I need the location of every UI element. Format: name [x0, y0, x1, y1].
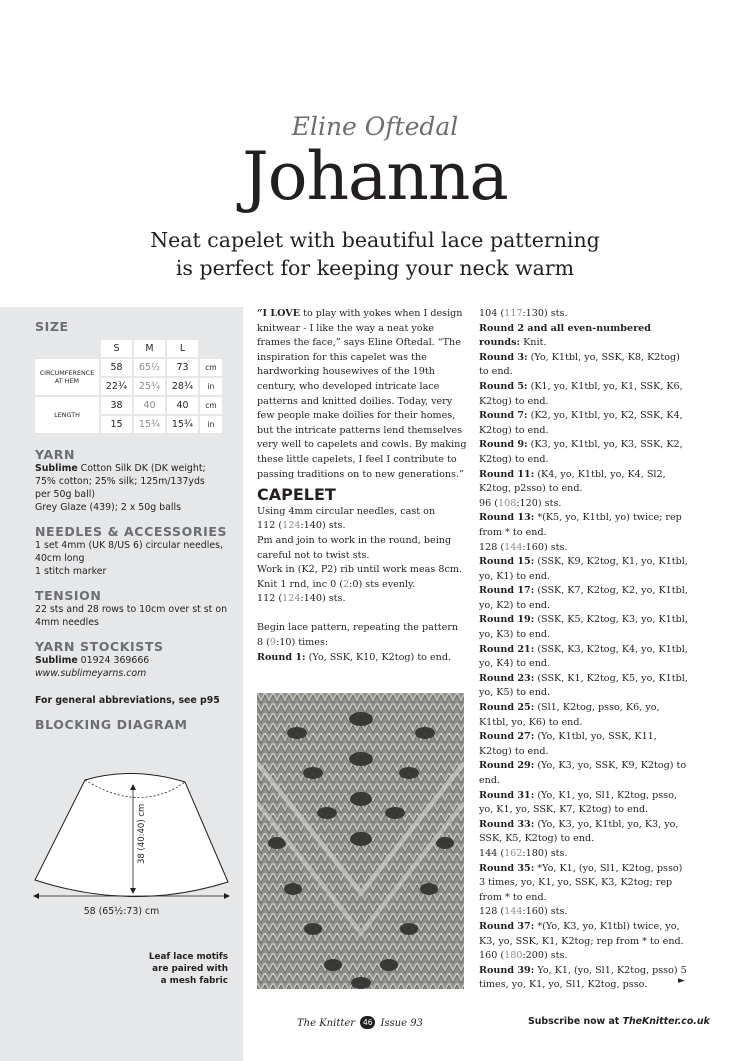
yarn-heading: YARN: [35, 447, 76, 462]
tension-details: 22 sts and 28 rows to 10cm over st st on 4mm needles: [35, 604, 228, 628]
stockists-details: Sublime 01924 369666 www.sublimeyarns.com: [35, 654, 235, 680]
lace-texture-image: [257, 693, 464, 989]
needles-details: 1 set 4mm (UK 8/US 6) circular needles, 40cm long 1 stitch marker: [35, 540, 223, 577]
designer-name: Eline Oftedal: [291, 112, 459, 141]
circ-cm-l: 73: [167, 359, 198, 376]
intro-paragraph: “I LOVE to play with yokes when I design knitwear - I like the way a neat yoke frames the face,” says Eline Oftedal. “The inspiration for this capelet was the hardworking housewives of the 19th century, who developed intricate lace patterns and knitted doilies. Today, very few people make doilies for their homes, but the intricate patterns lend themselves very well to capelets and cowls. By making these little capelets, I feel I contribute to passing traditions on to new generations.”: [257, 308, 467, 480]
circ-cm-m: 65½: [134, 359, 165, 376]
subtitle: [0, 226, 750, 282]
page-number: 46: [360, 1016, 375, 1029]
blocking-heading: BLOCKING DIAGRAM: [35, 717, 188, 732]
footer-magazine: The Knitter 46 Issue 93: [297, 1018, 423, 1029]
tension-heading: TENSION: [35, 588, 102, 603]
stockists-website[interactable]: www.sublimeyarns.com: [35, 668, 147, 679]
circ-cm-s: 58: [101, 359, 132, 376]
abbreviations-note: For general abbreviations, see p95: [35, 695, 220, 706]
unit-cm: cm: [200, 359, 222, 376]
continue-arrow-icon: ►: [678, 976, 685, 986]
len-in-l: 15¾: [167, 416, 198, 433]
intro-column: “I LOVE to play with yokes when I design knitwear - I like the way a neat yoke frames the face,” says Eline Oftedal. “The inspiration for this capelet was the hardworking housewives of the 19th century, who developed intricate lace patterns and knitted doilies. Today, very few people make doilies for their homes, but the intricate patterns lend themselves very well to capelets and cowls. By making these little capelets, I feel I contribute to passing traditions on to new generations.” CAPELET Using 4mm circular needles, cast on 112 (124:140) sts. Pm and join to work in the round, being careful not to twist sts. Work in (K2, P2) rib until work meas 8cm. Knit 1 rnd, inc 0 (2:0) sts evenly. 112 (124:140) sts. Begin lace pattern, repeating the pattern 8 (9:10) times: Round 1: (Yo, SSK, K10, K2tog) to end.: [257, 308, 467, 663]
capelet-heading: CAPELET: [257, 485, 336, 505]
width-dimension: 58 (65½:73) cm: [83, 906, 160, 917]
subtitle-line-2: is perfect for keeping your neck warm: [175, 256, 575, 280]
len-in-m: 15¾: [134, 416, 165, 433]
unit-cm: cm: [200, 397, 222, 414]
len-in-s: 15: [101, 416, 132, 433]
lace-photo: [257, 693, 464, 989]
unit-in: in: [200, 378, 222, 395]
yarn-details: Sublime Cotton Silk DK (DK weight; 75% cotton; 25% silk; 125m/137yds per 50g ball) Grey Glaze (439); 2 x 50g balls: [35, 463, 206, 513]
subtitle-line-1: Neat capelet with beautiful lace patterning: [150, 228, 600, 252]
size-table: [33, 338, 224, 435]
size-col-m: M: [134, 340, 165, 357]
info-sidebar: [0, 307, 243, 1061]
needles-heading: NEEDLES & ACCESSORIES: [35, 524, 228, 539]
size-col-l: L: [167, 340, 198, 357]
blocking-diagram: [30, 772, 230, 922]
unit-in: in: [200, 416, 222, 433]
size-col-s: S: [101, 340, 132, 357]
footer-subscribe: Subscribe now at TheKnitter.co.uk: [528, 1016, 710, 1027]
len-cm-l: 40: [167, 397, 198, 414]
pattern-title: Johanna: [242, 138, 508, 215]
circumference-label: CIRCUMFERENCE AT HEM: [35, 359, 99, 395]
subscribe-link[interactable]: TheKnitter.co.uk: [622, 1016, 710, 1027]
len-cm-m: 40: [134, 397, 165, 414]
circ-in-s: 22¾: [101, 378, 132, 395]
length-label: LENGTH: [35, 397, 99, 433]
len-cm-s: 38: [101, 397, 132, 414]
yarn-brand: Sublime: [35, 463, 78, 474]
length-dimension: 38 (40:40) cm: [137, 803, 147, 864]
size-heading: SIZE: [35, 319, 69, 334]
pattern-column: 104 (117:130) sts. Round 2 and all even-numbered rounds: Knit. Round 3: (Yo, K1tbl, yo, SSK, K8, K2tog) to end. Round 5: (K1, yo, K1tbl, yo, K1, SSK, K6, K2tog) to end. Round 7: (K2, yo, K1tbl, yo, K2, SSK, K4, K2tog) to end. Round 9: (K3, yo, K1tbl, yo, K3, SSK, K2, K2tog) to end. Round 11: (K4, yo, K1tbl, yo, K4, Sl2, K2tog, p2sso) to end. 96 (108:120) sts. Round 13: *(K5, yo, K1tbl, yo) twice; rep from * to end. 128 (144:160) sts. Round 15: (SSK, K9, K2tog, K1, yo, K1tbl, yo, K1) to end. Round 17: (SSK, K7, K2tog, K2, yo, K1tbl, yo, K2) to end. Round 19: (SSK, K5, K2tog, K3, yo, K1tbl, yo, K3) to end. Round 21: (SSK, K3, K2tog, K4, yo, K1tbl, yo, K4) to end. Round 23: (SSK, K1, K2tog, K5, yo, K1tbl, yo, K5) to end. Round 25: (Sl1, K2tog, psso, K6, yo, K1tbl, yo, K6) to end. Round 27: (Yo, K1tbl, yo, SSK, K11, K2tog) to end. Round 29: (Yo, K3, yo, SSK, K9, K2tog) to end. Round 31: (Yo, K1, yo, Sl1, K2tog, psso, yo, K1, yo, SSK, K7, K2tog) to end. Round 33: (Yo, K3, yo, K1tbl, yo, K3, yo, SSK, K5, K2tog) to end. 144 (162:180) sts. Round 35: *Yo, K1, (yo, Sl1, K2tog, psso) 3 times, yo, K1, yo, SSK, K3, K2tog; rep from * to end. 128 (144:160) sts. Round 37: *(Yo, K3, yo, K1tbl) twice, yo, K3, yo, SSK, K1, K2tog; rep from * to end. 160 (180:200) sts. Round 39: Yo, K1, (yo, Sl1, K2tog, psso) 5 times, yo, K1, yo, Sl1, K2tog, psso.: [479, 308, 688, 991]
circ-in-m: 25¾: [134, 378, 165, 395]
stockists-heading: YARN STOCKISTS: [35, 639, 164, 654]
circ-in-l: 28¾: [167, 378, 198, 395]
photo-caption: Leaf lace motifs are paired with a mesh fabric: [148, 952, 228, 986]
